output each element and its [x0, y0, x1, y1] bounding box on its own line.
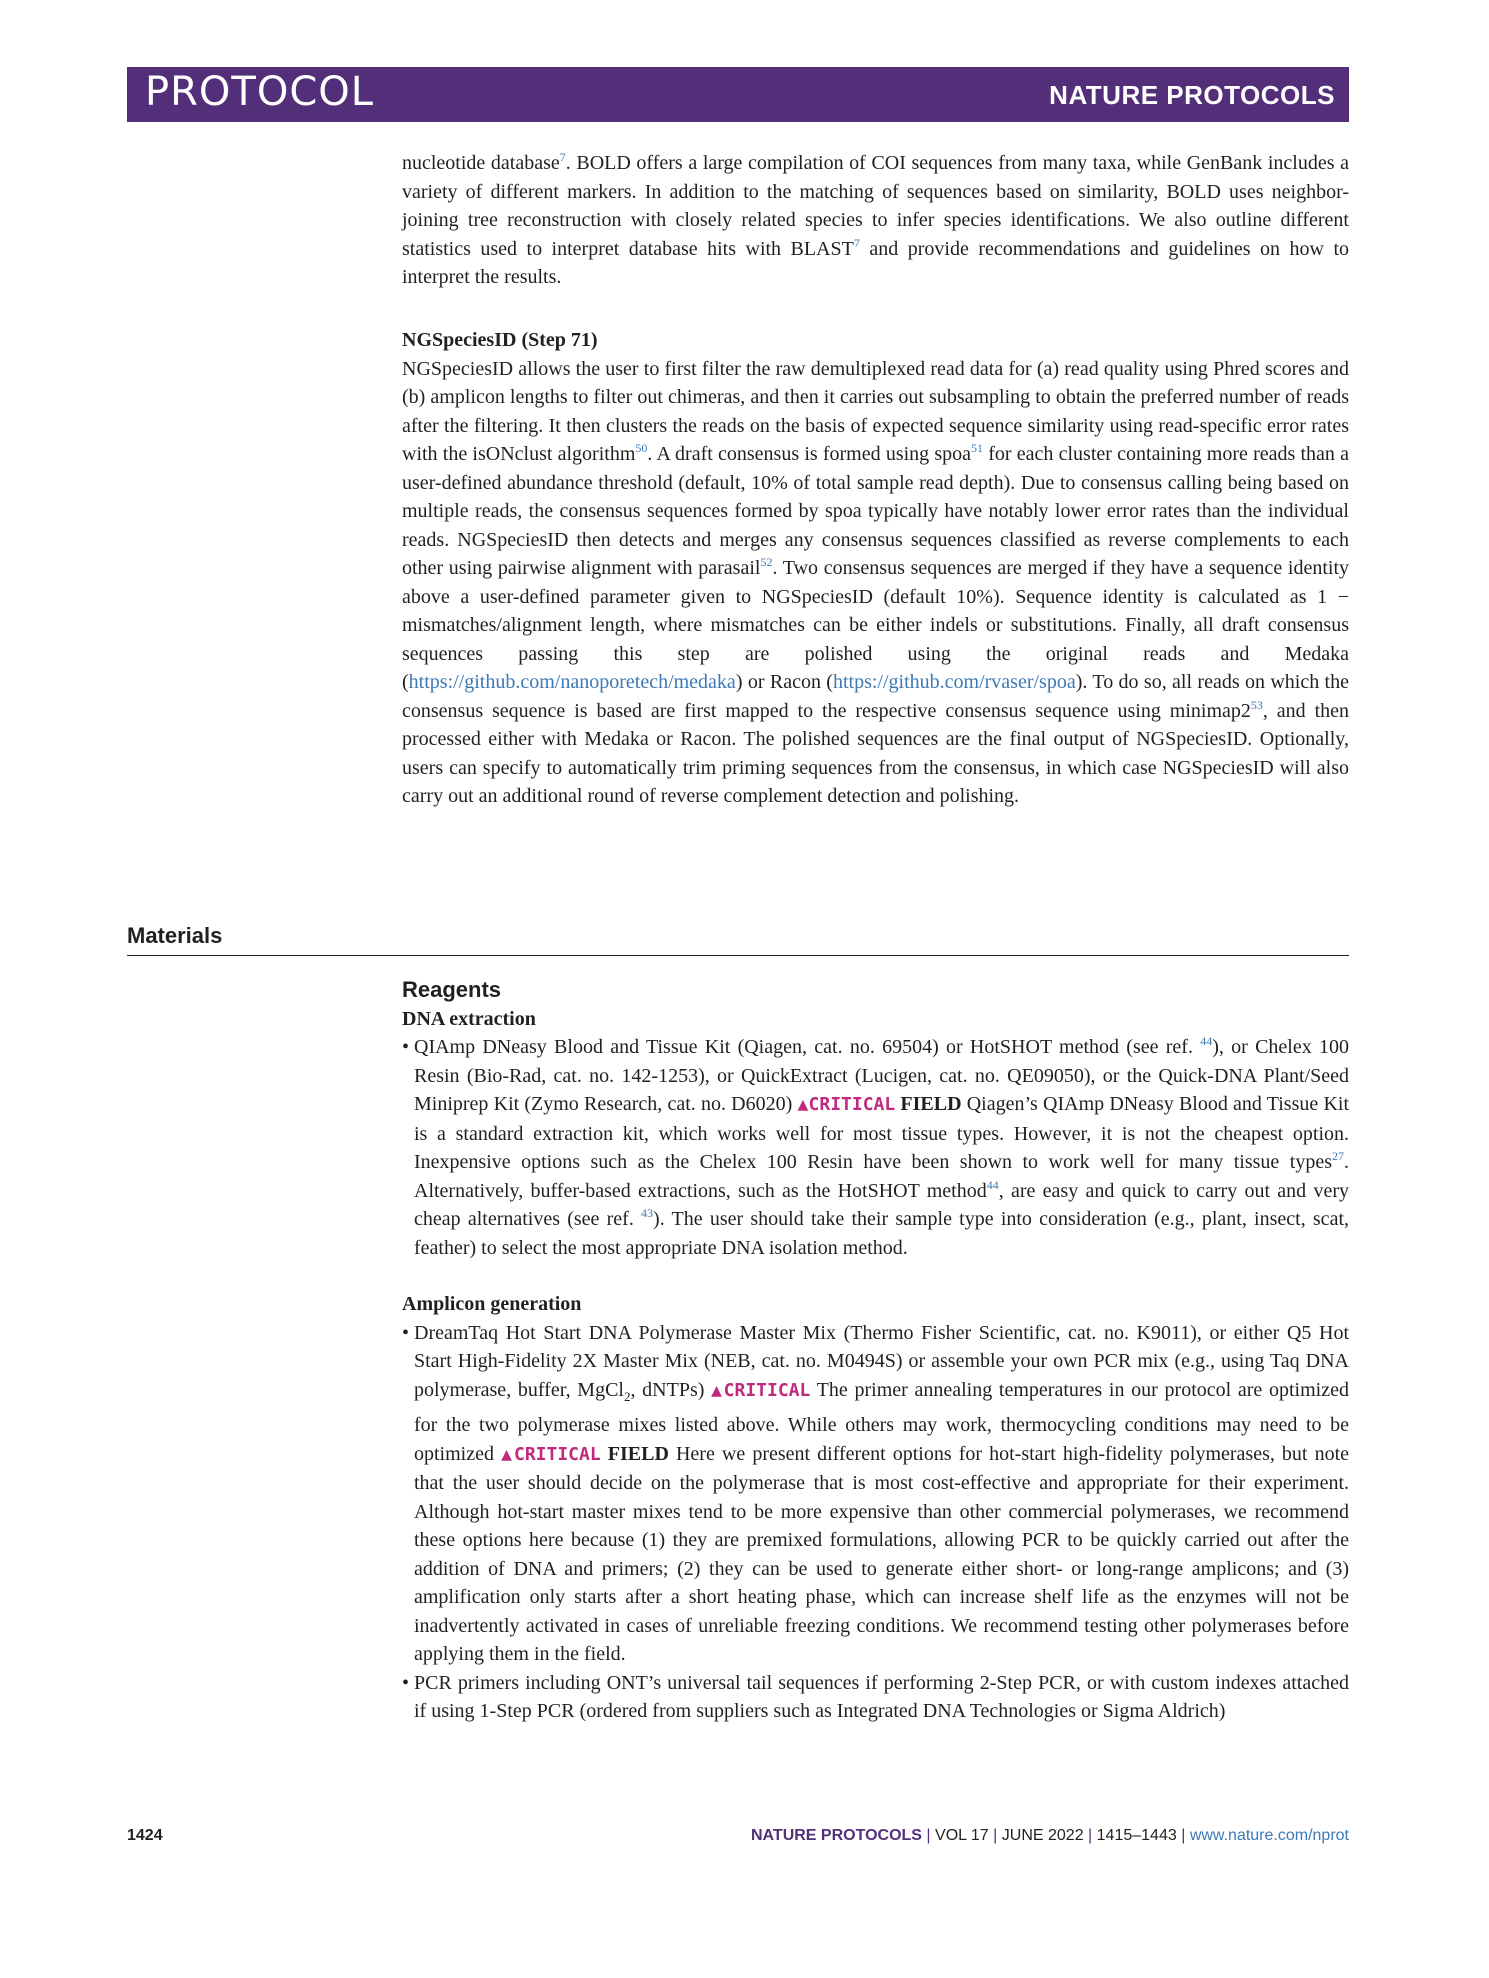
footer-journal: NATURE PROTOCOLS: [751, 1827, 922, 1844]
reference[interactable]: 7: [853, 235, 860, 250]
ngspeciesid-paragraph: NGSpeciesID allows the user to first filter the raw demultiplexed read data for (a) read quality using Phred scores and (b) amplicon lengths to filter out chimeras, and then it carries out subsampling to obtain the preferred number of reads after the filtering. It then clusters the reads on the basis of expected sequence similarity using read-specific error rates with the isONclust algorithm$^{50}$. A draft consensus is formed using spoa$^{51}$ for each cluster containing more reads than a user-defined abundance threshold (default, 10% of total sample read depth). Due to consensus calling being based on multiple reads, the consensus sequences formed by spoa typically have notably lower error rates than the individual reads. NGSpeciesID then detects and merges any consensus sequences classified as reverse complements to each other using pairwise alignment with parasail$^{52}$. Two consensus sequences are merged if they have a sequence identity above a user-defined parameter given to NGSpeciesID (default 10%). Sequence identity is calculated as 1 − mismatches/alignment length, where mismatches can be either indels or substitutions. Finally, all draft consensus sequences passing this step are polished using the original reads and Medaka (https://github.com/nanoporetech/medaka) or Racon (https://github.com/rvaser/spoa). To do so, all reads on which the consensus sequence is based are first mapped to the respective consensus sequence using $minimap2^{53}$, and then processed either with Medaka or Racon. The polished sequences are the final output of NGSpeciesID. Optionally, users can specify to automatically trim priming sequences from the consensus, in which case NGSpeciesID will also carry out an additional round of reverse complement detection and polishing.: [402, 357, 1350, 807]
reference[interactable]: 43: [641, 1206, 654, 1220]
reagents-section: [402, 976, 1349, 1726]
reference[interactable]: 7: [559, 150, 566, 164]
spoa-link[interactable]: https://github.com/rvaser/spoa: [832, 671, 1076, 693]
reference[interactable]: 50: [635, 441, 648, 455]
reference[interactable]: 44: [986, 1177, 999, 1192]
field-label: FIELD: [607, 1442, 669, 1465]
footer-date: JUNE 2022: [1001, 1827, 1084, 1844]
list-item: • QIAmp DNeasy Blood and Tissue Kit (Qiagen, cat. no. 69504) or HotSHOT method (see ref. $^{44}$), or Chelex 100 Resin (Bio-Rad, cat. no. 142-1253), or QuickExtract (Lucigen, cat. no. QE09050), or the Quick-DNA Plant/Seed Miniprep Kit (Zymo Research, cat. no. D6020) ▲CRITICAL FIELD Qiagen’s QIAmp DNeasy Blood and Tissue Kit is a standard extraction kit, which works well for most tissue types. However, it is not the cheapest option. Inexpensive options such as the Chelex 100 Resin have been shown to work well for many tissue types$^{27}$. Alternatively, buffer-based extractions, such as the HotSHOT method$^{44}$, are easy and quick to carry out and very cheap alternatives (see ref. $^{43}$). The user should take their sample type into consideration (e.g., plant, insect, scat, feather) to select the most appropriate DNA isolation method.: [402, 1034, 1349, 1259]
ngspeciesid-heading: NGSpeciesID (Step 71): [402, 329, 598, 351]
critical-label: ▲CRITICAL: [797, 1094, 896, 1115]
reference[interactable]: 27: [1332, 1149, 1344, 1163]
header-banner: [127, 67, 1349, 122]
footer-pages: 1415–1443: [1096, 1827, 1177, 1844]
critical-label: ▲CRITICAL: [711, 1379, 811, 1401]
page-number: 1424: [127, 1827, 163, 1844]
footer-volume: VOL 17: [935, 1827, 989, 1844]
field-label: FIELD: [900, 1093, 962, 1115]
journal-name: NATURE PROTOCOLS: [1049, 80, 1335, 110]
critical-label: ▲CRITICAL: [501, 1443, 601, 1465]
intro-paragraph: nucleotide database$^7$. BOLD offers a large compilation of COI sequences from many taxa, while GenBank includes a variety of different markers. In addition to the matching of sequences based on similarity, BOLD uses neighbor-joining tree reconstruction with closely related species to infer species identifications. We also outline different statistics used to interpret database hits with BLAST$^7$ and provide recommendations and guidelines on how to interpret the results.: [402, 150, 1349, 288]
medaka-link[interactable]: https://github.com/nanoporetech/medaka: [408, 671, 736, 693]
reference[interactable]: 44: [1200, 1034, 1213, 1048]
bullet-icon: •: [402, 1671, 410, 1694]
bullet-icon: •: [402, 1321, 410, 1344]
reference[interactable]: 51: [971, 441, 984, 455]
list-item: • DreamTaq Hot Start DNA Polymerase Master Mix (Thermo Fisher Scientific, cat. no. K9011), or either Q5 Hot Start High-Fidelity 2X Master Mix (NEB, cat. no. M0494S) or assemble your own PCR mix (e.g., using Taq DNA polymerase, buffer, MgCl$_2$, dNTPs) ▲CRITICAL The primer annealing temperatures in our protocol are optimized for the two polymerase mixes listed above. While others may work, thermocycling conditions may need to be optimized ▲CRITICAL FIELD Here we present different options for hot-start high-fidelity polymerases, but note that the user should decide on the polymerase that is most cost-effective and appropriate for their experiment. Although hot-start master mixes tend to be more expensive than other commercial polymerases, we recommend these options here because (1) they are premixed formulations, allowing PCR to be quickly carried out after the addition of DNA and primers; (2) they can be used to generate either short- or long-range amplicons; and (3) amplification only starts after a short heating phase, which can increase shelf life as the enzymes will not be inadvertently activated in cases of unreliable freezing conditions. We recommend testing other polymerases before applying them in the field.: [402, 1319, 1349, 1669]
amplicon-generation-heading: Amplicon generation: [402, 1293, 582, 1315]
dna-extraction-heading: DNA extraction: [402, 1007, 536, 1030]
materials-section-header: [127, 923, 1349, 956]
bullet-icon: •: [402, 1036, 410, 1058]
footer-citation: NATURE PROTOCOLS | VOL 17 | JUNE 2022 | 1415–1443 | www.nature.com/nprot: [751, 1827, 1349, 1844]
list-item: • PCR primers including ONT’s universal tail sequences if performing 2-Step PCR, or with custom indexes attached if using 1-Step PCR (ordered from suppliers such as Integrated DNA Technologies or Sigma Aldrich): [402, 1669, 1349, 1726]
reference[interactable]: 53: [1250, 697, 1263, 712]
reagents-heading: Reagents: [402, 977, 502, 1002]
reference[interactable]: 52: [760, 555, 773, 569]
materials-title: Materials: [127, 923, 223, 948]
footer-url[interactable]: www.nature.com/nprot: [1189, 1827, 1349, 1844]
ngspeciesid-section: [402, 326, 1349, 811]
section-label: PROTOCOL: [145, 69, 375, 115]
